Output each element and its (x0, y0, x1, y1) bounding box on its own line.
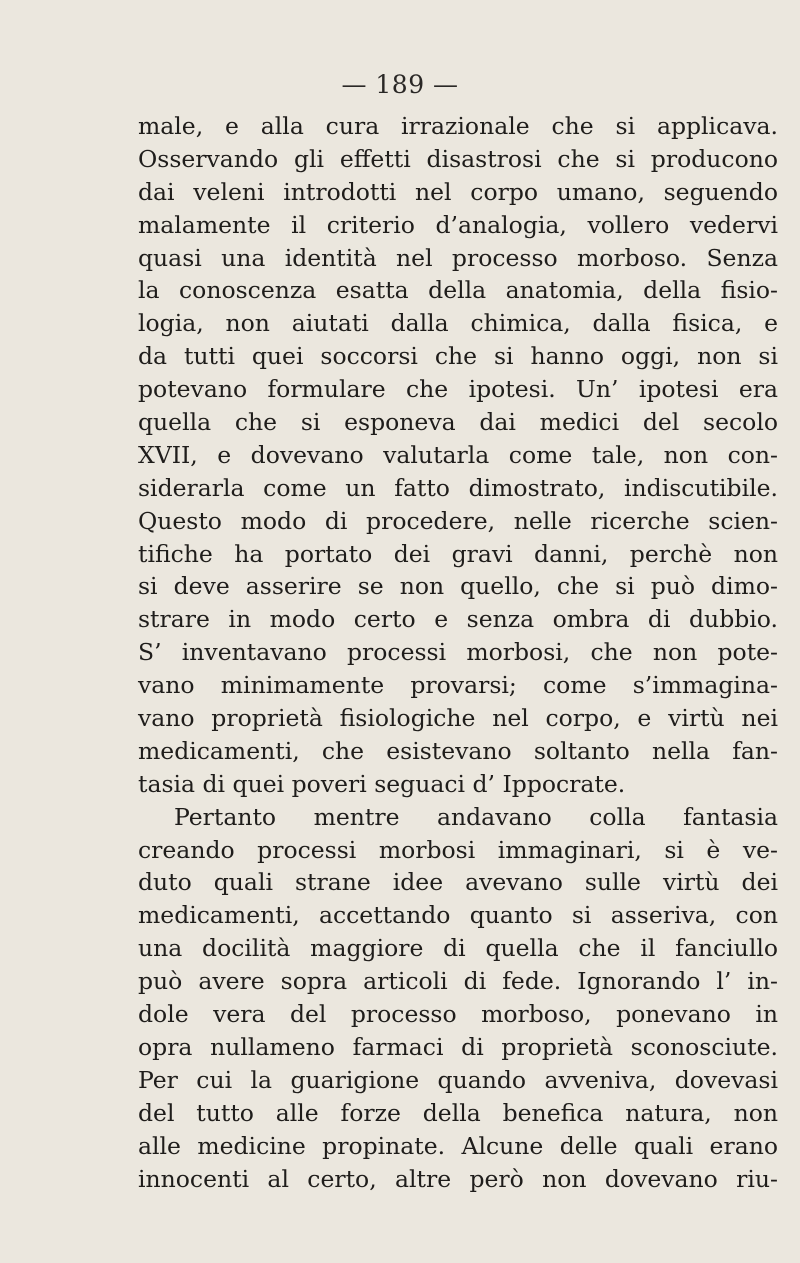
text-line: medicamenti, che esistevano soltanto nella fan- (138, 736, 778, 765)
text-line: XVII, e dovevano valutarla come tale, non con- (138, 440, 778, 469)
text-line: da tutti quei soccorsi che si hanno oggi, non si (138, 342, 778, 371)
paragraph-start-line: Pertanto mentre andavano colla fantasia (174, 802, 778, 831)
text-line: del tutto alle forze della benefica natura, non (138, 1098, 778, 1127)
text-line: siderarla come un fatto dimostrato, indiscutibile. (138, 473, 778, 502)
text-line: malamente il criterio d’analogia, vollero vedervi (138, 210, 778, 239)
text-line: opra nullameno farmaci di proprietà sconosciute. (138, 1032, 778, 1061)
text-line: vano proprietà fisiologiche nel corpo, e virtù nei (138, 704, 778, 733)
page-number: — 189 — (341, 70, 459, 99)
text-line: logia, non aiutati dalla chimica, dalla fisica, e (138, 309, 778, 338)
text-line: creando processi morbosi immaginari, si è ve- (138, 835, 778, 864)
text-line: dole vera del processo morboso, ponevano in (138, 1000, 778, 1029)
text-line: tasia di quei poveri seguaci d’ Ippocrate. (138, 769, 626, 798)
text-line: si deve asserire se non quello, che si può dimo- (138, 572, 778, 601)
text-line: Per cui la guarigione quando avveniva, dovevasi (138, 1065, 778, 1094)
text-line: male, e alla cura irrazionale che si applicava. (138, 112, 778, 140)
text-line: medicamenti, accettando quanto si asseriva, con (138, 901, 778, 930)
text-line: alle medicine propinate. Alcune delle quali erano (138, 1131, 778, 1160)
text-line: innocenti al certo, altre però non dovevano riu- (138, 1164, 778, 1193)
text-line: vano minimamente provarsi; come s’immagina- (138, 671, 778, 700)
text-line: quasi una identità nel processo morboso. Senza (138, 243, 778, 272)
text-line: Questo modo di procedere, nelle ricerche scien- (138, 506, 778, 535)
text-line: può avere sopra articoli di fede. Ignorando l’ in- (138, 967, 778, 996)
text-line: strare in modo certo e senza ombra di dubbio. (138, 605, 778, 634)
text-line: Osservando gli effetti disastrosi che si producono (138, 144, 778, 173)
text-line: dai veleni introdotti nel corpo umano, seguendo (138, 177, 778, 206)
text-line: potevano formulare che ipotesi. Un’ ipotesi era (138, 375, 778, 404)
body-text (138, 110, 778, 1195)
text-line: S’ inventavano processi morbosi, che non pote- (138, 638, 778, 667)
text-line: duto quali strane idee avevano sulle virtù dei (138, 868, 778, 897)
text-line: una docilità maggiore di quella che il fanciullo (138, 934, 778, 963)
text-line: tifiche ha portato dei gravi danni, perchè non (138, 539, 778, 568)
text-line: quella che si esponeva dai medici del secolo (138, 408, 778, 437)
text-line: la conoscenza esatta della anatomia, della fisio- (138, 276, 778, 305)
